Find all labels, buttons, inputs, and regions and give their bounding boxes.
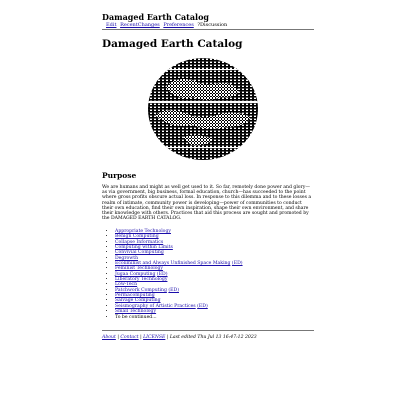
footer-sep: |	[140, 335, 142, 340]
footer-sep: |	[117, 335, 119, 340]
topic-ed-link[interactable]: (ED)	[168, 287, 179, 293]
footer-sep: |	[166, 335, 169, 340]
topic-ed-link[interactable]: (ED)	[231, 261, 243, 267]
purpose-paragraph: We are humans and might as well get used to it. So far, remotely done power and glory—as via government, big business, formal education, church—has succeeded to the point where gross profits obscure actual loss. In response to this dilemma and to these losses a realm of intimate, community power is developing—power of communities to conduct their own education, find their own inspiration, shape their own environment, and share their knowledge with others. Practices that aid this process are sought and promoted by the DAMAGED EARTH CATALOG.	[102, 185, 312, 222]
footer-contact-link[interactable]: Contact	[120, 335, 139, 340]
topic-ed-link[interactable]: (ED)	[156, 271, 168, 277]
footer	[102, 335, 257, 340]
topic-link[interactable]: Collapse Informatics	[115, 239, 164, 245]
topic-link[interactable]: Convivial Computing	[115, 250, 164, 256]
nav-discussion[interactable]: ?Discussion	[197, 22, 228, 28]
purpose-heading: Purpose	[102, 171, 137, 180]
topic-link[interactable]: Computing within Limits	[115, 245, 173, 251]
header-divider	[102, 29, 314, 30]
topic-link[interactable]: Low-Tech	[115, 282, 138, 288]
topic-link[interactable]: Appropriate Technology	[115, 229, 171, 234]
nav-edit-link[interactable]: Edit	[106, 22, 117, 28]
topic-link[interactable]: Jugaa Computing	[115, 271, 156, 277]
nav-preferences-link[interactable]: Preferences	[163, 22, 194, 28]
topic-link[interactable]: Ecoliminist and Always Unfinished Space Making	[115, 261, 231, 267]
footer-last-edited: Last edited Thu Jul 13 16:47:12 2023	[169, 335, 257, 340]
nav-recent-changes-link[interactable]: RecentChanges	[120, 22, 160, 28]
site-title: Damaged Earth Catalog	[102, 12, 210, 22]
topic-ed-link[interactable]: (ED)	[197, 303, 208, 309]
footer-divider	[102, 330, 314, 331]
topic-link[interactable]: Feminist Technology	[115, 266, 164, 272]
topic-link[interactable]: Small Technology	[115, 309, 157, 315]
footer-license-link[interactable]: LICENSE	[143, 335, 166, 340]
list-item	[115, 315, 314, 320]
footer-about-link[interactable]: About	[102, 335, 116, 340]
topic-link[interactable]: Patchwork Computing	[115, 287, 167, 293]
topic-label: To be continued...	[115, 314, 157, 320]
topic-link[interactable]: Salvage Computing	[115, 298, 161, 304]
topic-link[interactable]: Degrowth	[115, 255, 139, 261]
topic-link[interactable]: Permacomputing	[115, 293, 155, 299]
top-nav	[106, 22, 227, 28]
page-title: Damaged Earth Catalog	[102, 38, 243, 50]
topic-link[interactable]: Seismography of Artistic Practices	[115, 303, 196, 309]
topic-link[interactable]: Liberatory Technology	[115, 277, 168, 283]
topic-link[interactable]: Benign Computing	[115, 234, 159, 240]
topics-list	[102, 229, 314, 320]
earth-logo-image	[147, 57, 259, 161]
